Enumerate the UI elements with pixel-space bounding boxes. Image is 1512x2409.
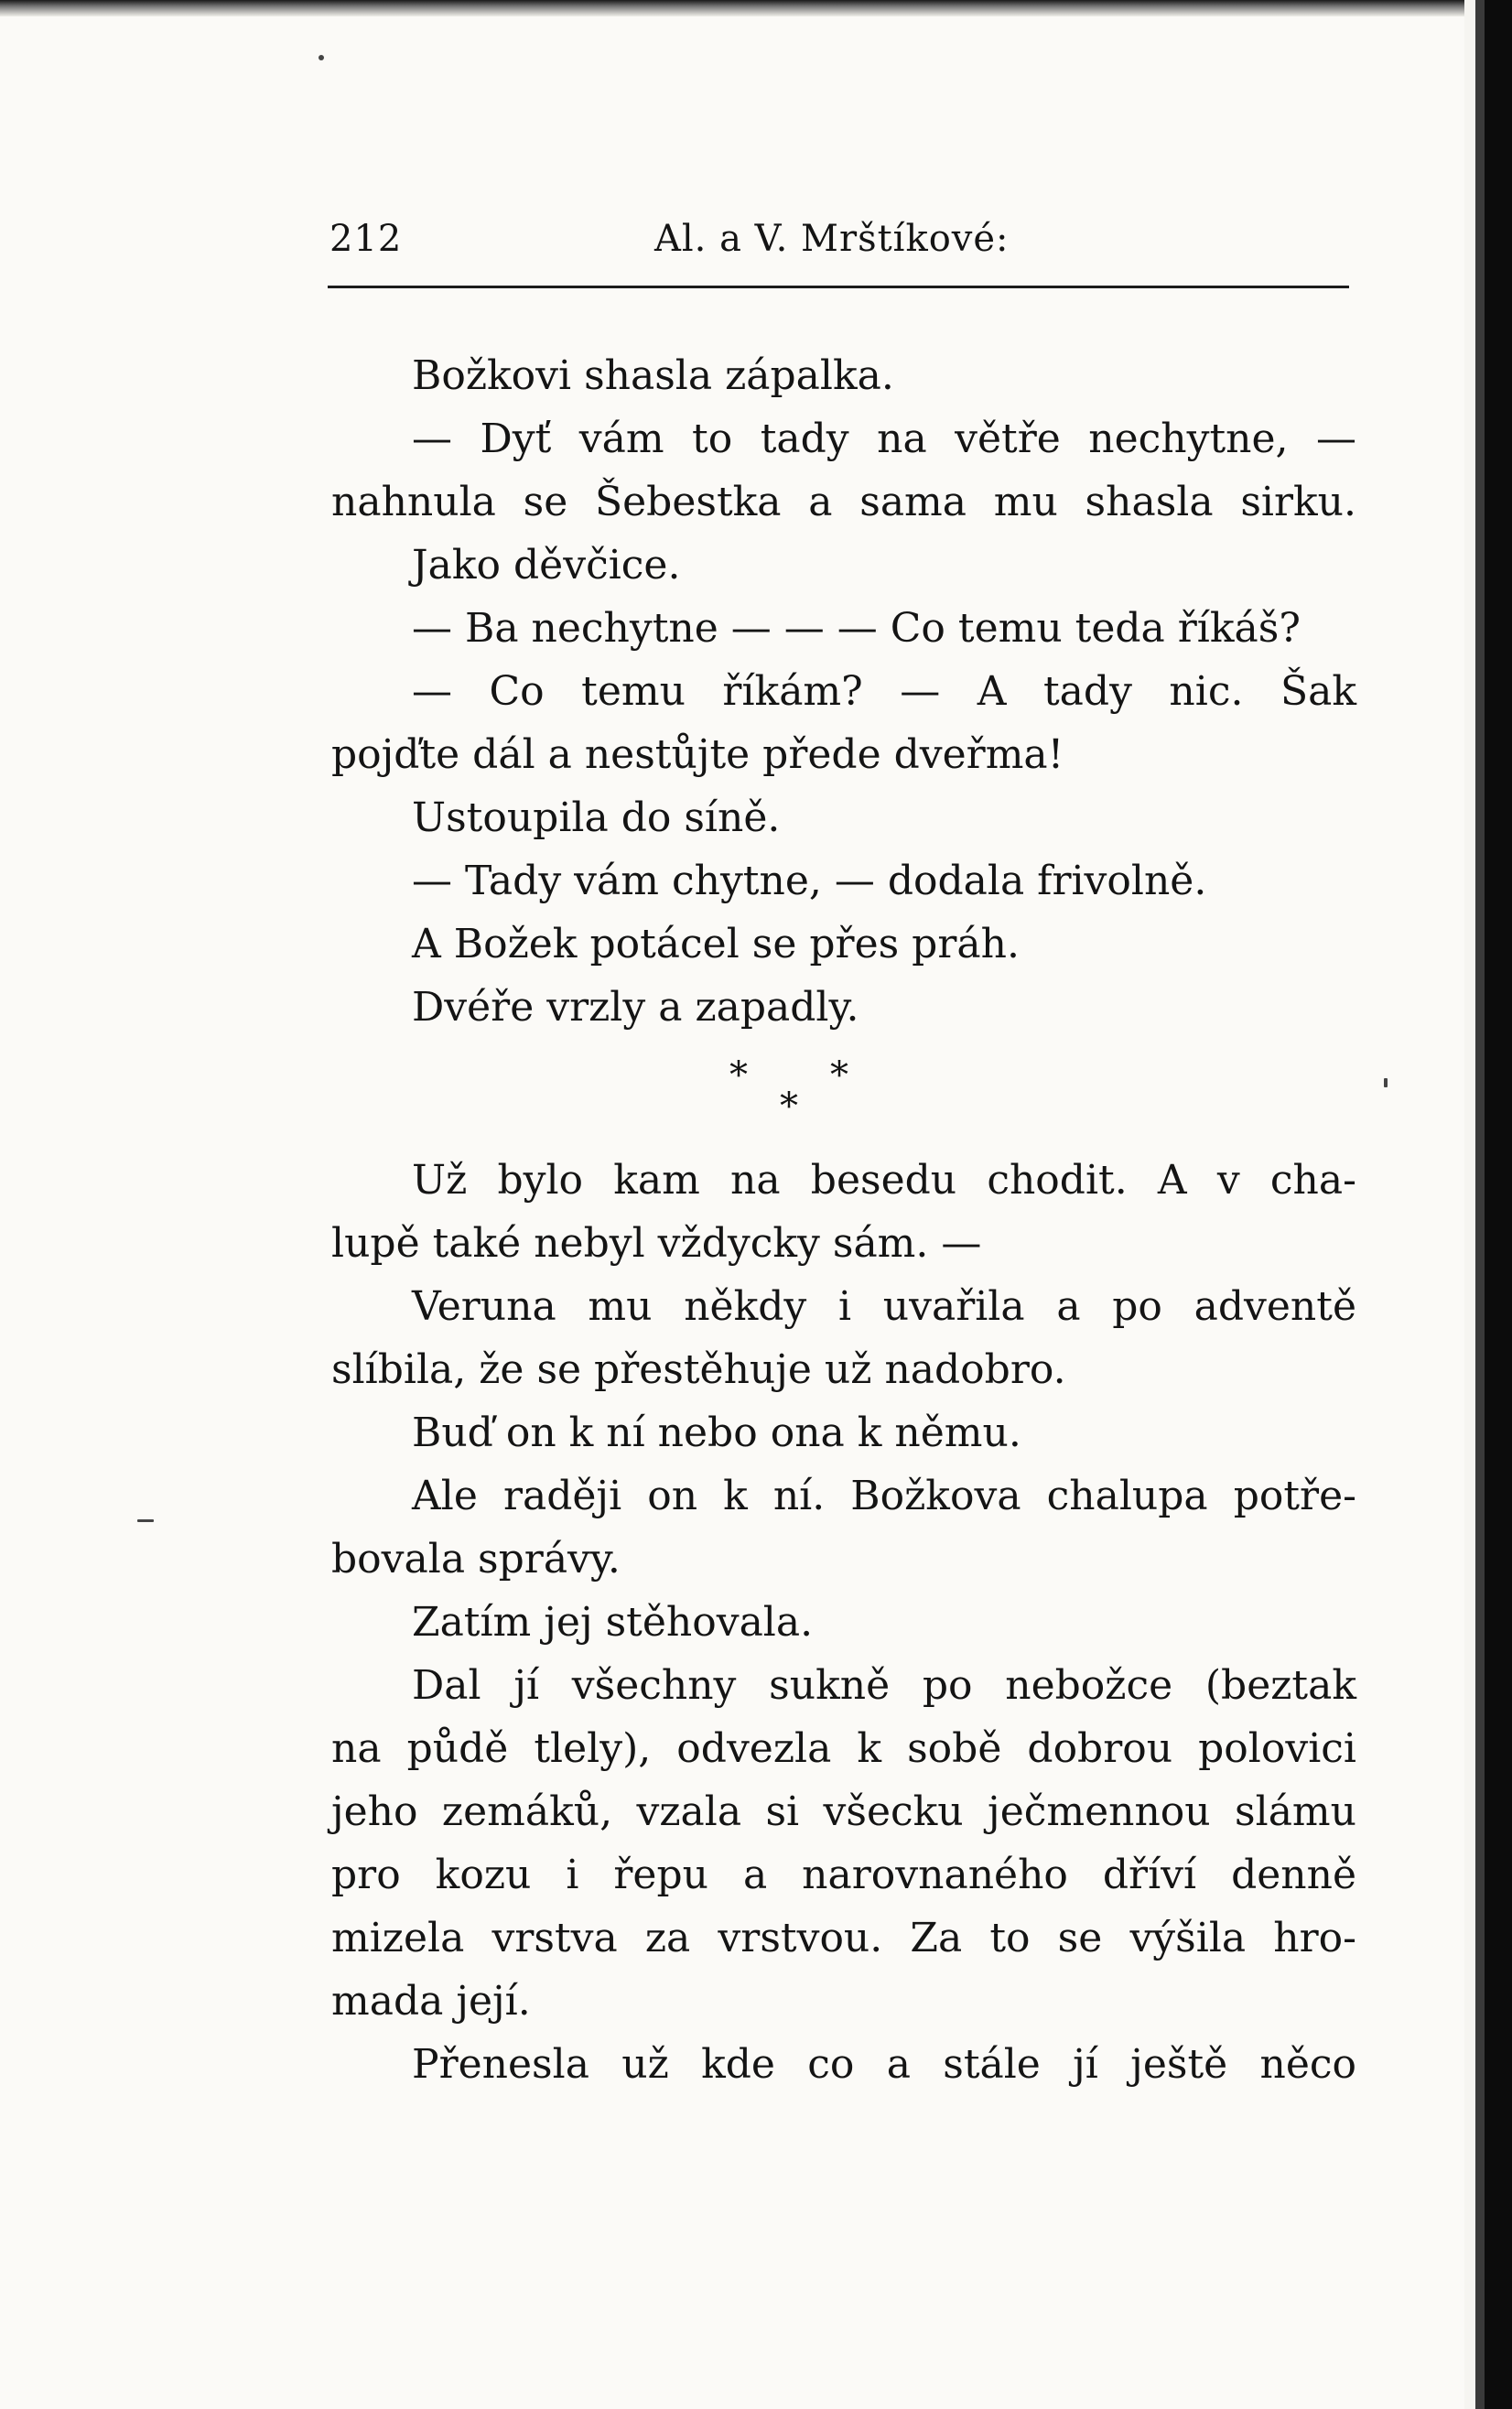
section-separator [331,1039,1356,1149]
text-line: — Tady vám chytne, — dodala frivolně. [412,858,1207,904]
text-line: — Dyť vám to tady na větře nechytne, — [412,416,1356,462]
page-edge-shadow [1475,0,1485,2409]
text-line: slíbila, že se přestěhuje už nadobro. [331,1346,1066,1393]
page-top-edge [0,0,1464,16]
text-line: pojďte dál a nestůjte přede dveřma! [331,731,1064,778]
text-line: nahnula se Šebestka a sama mu shasla sirku. [331,479,1356,525]
separator-asterisk: * [729,1054,748,1096]
separator-asterisk: * [830,1054,848,1096]
text-line: Dal jí všechny sukně po nebožce (beztak [412,1662,1356,1709]
text-line: — Co temu říkám? — A tady nic. Šak [412,668,1356,715]
text-line: Buď on k ní nebo ona k němu. [412,1410,1021,1456]
text-line: Už bylo kam na besedu chodit. A v cha- [412,1157,1356,1204]
text-line: Ustoupila do síně. [412,794,781,841]
text-line: pro kozu i řepu a narovnaného dříví denně [331,1852,1356,1898]
page-header [329,218,1353,273]
text-line: na půdě tlely), odvezla k sobě dobrou polovici [331,1725,1356,1772]
text-line: A Božek potácel se přes práh. [412,921,1020,967]
scan-speck [1384,1078,1388,1087]
separator-asterisk: * [780,1086,798,1128]
scan-speck [319,55,324,60]
body-text [331,344,1356,2096]
text-line: mizela vrstva za vrstvou. Za to se výšila hro- [331,1915,1356,1961]
running-head: Al. a V. Mrštíkové: [654,218,1010,260]
text-line: lupě také nebyl vždycky sám. — [331,1220,982,1267]
text-line: — Ba nechytne — — — Co temu teda říkáš? [412,605,1301,652]
text-line: mada její. [331,1978,531,2025]
text-line: Přenesla už kde co a stále jí ještě něco [412,2041,1356,2088]
header-rule [328,286,1349,288]
page-number: 212 [329,218,403,260]
scan-speck [137,1519,154,1522]
text-line: Božkovi shasla zápalka. [412,352,894,399]
text-line: Jako děvčice. [412,542,681,589]
scan-border [1485,0,1512,2409]
text-line: Veruna mu někdy i uvařila a po adventě [412,1283,1356,1330]
text-line: Dvéře vrzly a zapadly. [412,984,859,1031]
text-line: bovala správy. [331,1536,621,1583]
text-line: Ale raději on k ní. Božkova chalupa potře- [412,1473,1356,1519]
text-line: Zatím jej stěhovala. [412,1599,814,1646]
text-line: jeho zemáků, vzala si všecku ječmennou slámu [331,1788,1356,1835]
